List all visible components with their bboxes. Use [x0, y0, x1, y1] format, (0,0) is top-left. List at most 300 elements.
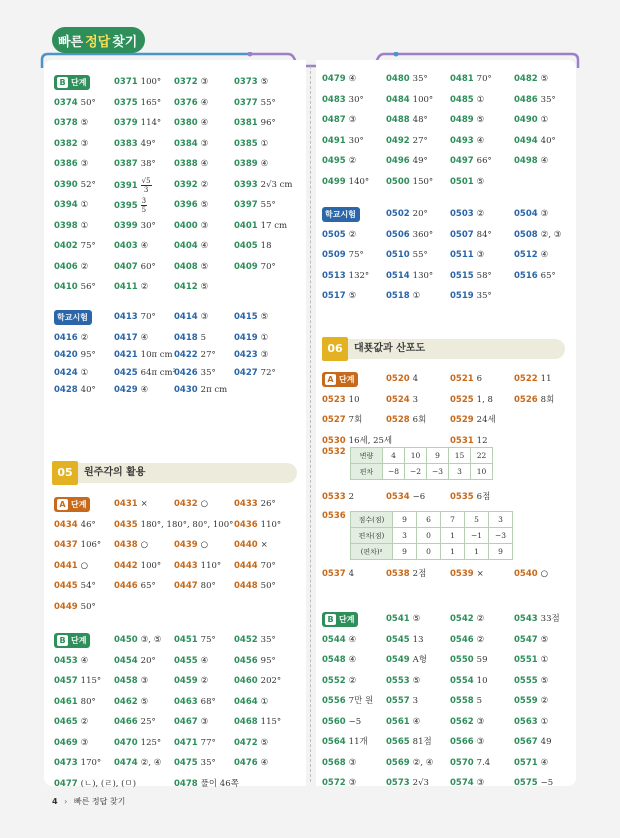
answer-row: [54, 776, 316, 792]
answer-item: [234, 755, 268, 771]
answer-item: [114, 279, 148, 295]
table-cell: −3: [489, 528, 513, 544]
answer-value: ③: [260, 350, 269, 360]
question-number: 0542: [450, 614, 474, 624]
answer-item: [114, 136, 156, 152]
answer-item: [386, 92, 433, 108]
answer-item: [322, 174, 369, 190]
question-number: 0435: [114, 519, 138, 530]
answer-value: 70°: [260, 261, 276, 272]
answer-item: [114, 347, 173, 363]
tag-letter: A: [325, 374, 336, 385]
section-number: 05: [52, 461, 78, 485]
answer-value: ①: [80, 200, 89, 210]
answer-row: [54, 382, 316, 398]
answer-value: 40°: [540, 135, 556, 146]
answer-item: [174, 653, 208, 669]
answer-item: [234, 197, 276, 213]
answer-item: [54, 218, 88, 234]
answer-value: ②: [140, 282, 149, 292]
answer-item: [514, 611, 560, 627]
answer-item: [514, 112, 548, 128]
question-number: 0551: [514, 655, 538, 665]
answer-item: [514, 247, 548, 263]
answer-item: [514, 734, 552, 750]
question-number: 0520: [386, 374, 410, 384]
question-number: 0482: [514, 74, 538, 84]
answer-value: ③: [200, 312, 209, 322]
answer-value: 49°: [140, 138, 156, 149]
answer-value: 65°: [140, 581, 156, 591]
answer-item: [54, 259, 88, 275]
question-number: 0484: [386, 94, 410, 105]
question-number: 0390: [54, 179, 78, 190]
answer-item: [386, 71, 428, 87]
table-cell: 1: [465, 544, 489, 560]
question-number: 0371: [114, 77, 138, 87]
question-number: 0524: [386, 394, 410, 405]
answer-value: ②: [476, 634, 485, 645]
question-number: 0476: [234, 758, 258, 768]
question-number: 0538: [386, 569, 410, 579]
answer-item: [234, 136, 268, 152]
answer-item: [514, 227, 561, 243]
answer-value: 35°: [200, 367, 216, 378]
answer-value: (ㄴ), (ㄹ), (ㅁ): [80, 778, 137, 789]
answer-item: [234, 694, 268, 710]
question-number: 0436: [234, 519, 258, 530]
question-number: 0500: [386, 176, 410, 187]
answer-value: ④: [200, 159, 209, 169]
answer-value: 27°: [200, 350, 216, 360]
answer-item: [514, 673, 548, 689]
question-number: 0421: [114, 350, 138, 360]
answer-item: [322, 227, 356, 243]
question-number: 0522: [514, 374, 538, 384]
question-number: 0516: [514, 270, 538, 281]
answer-row: [322, 92, 584, 108]
answer-value: 5: [200, 332, 207, 343]
answer-value: 35°: [260, 635, 276, 645]
answer-value: 25°: [140, 717, 156, 727]
answer-value: ○: [200, 499, 209, 509]
question-number: 0448: [234, 581, 258, 591]
question-number: 0543: [514, 614, 538, 624]
question-number: 0528: [386, 415, 410, 425]
answer-item: [54, 330, 88, 346]
answer-value: 130°: [412, 270, 434, 281]
answer-value: ①: [476, 94, 485, 105]
answer-value: 20°: [140, 655, 156, 666]
answer-item: [514, 133, 556, 149]
answer-value: 115°: [80, 676, 102, 686]
answer-value: ⑤: [540, 74, 549, 84]
question-number: 0434: [54, 519, 78, 530]
answer-value: 70°: [260, 560, 276, 571]
question-number: 0507: [450, 229, 474, 240]
question-number: 0381: [234, 118, 258, 128]
answer-row: [322, 392, 584, 408]
answer-item: [322, 673, 356, 689]
table-row: [351, 448, 493, 464]
answer-item: [514, 206, 548, 222]
question-number: 0422: [174, 350, 198, 360]
question-number: 0419: [234, 332, 258, 343]
answer-value: ②: [348, 156, 357, 166]
question-number: 0399: [114, 220, 138, 231]
answer-row: [54, 653, 316, 669]
answer-value: 24세: [476, 415, 496, 425]
answer-item: [54, 558, 88, 574]
answer-row: [54, 95, 316, 111]
fraction: [141, 197, 147, 214]
answer-item: [174, 259, 208, 275]
question-number: 0464: [234, 696, 258, 707]
answer-row: [322, 632, 584, 648]
answer-item: [234, 673, 281, 689]
answer-value: 50°: [80, 97, 96, 108]
question-number: 0553: [386, 675, 410, 686]
footer: [52, 796, 125, 807]
question-number: 0462: [114, 696, 138, 707]
answer-value: 8회: [540, 394, 555, 405]
answer-item: [54, 537, 101, 553]
question-number: 0501: [450, 176, 474, 187]
fraction: [141, 177, 152, 194]
answer-item: [54, 517, 96, 533]
table-row: [351, 512, 513, 528]
question-number: 0406: [54, 261, 78, 272]
question-number: 0420: [54, 350, 78, 360]
answer-item: [514, 755, 548, 771]
answer-value: ③: [200, 220, 209, 231]
table-cell: 4: [383, 448, 405, 464]
answer-value: 2π cm: [200, 385, 228, 395]
answer-value: 125°: [140, 737, 162, 748]
answer-value: ④: [540, 757, 549, 768]
question-number: 0534: [386, 492, 410, 502]
answer-item: [514, 714, 548, 730]
answer-value: ②, ④: [412, 757, 434, 768]
question-number: 0560: [322, 716, 346, 727]
question-number: 0517: [322, 291, 346, 301]
question-number: 0518: [386, 291, 410, 301]
answer-item: [450, 371, 482, 387]
question-number: 0424: [54, 367, 78, 378]
question-number: 0554: [450, 675, 474, 686]
answer-value: 11: [540, 374, 552, 384]
answer-item: [322, 734, 368, 750]
question-number: 0513: [322, 270, 346, 281]
answer-item: [386, 288, 420, 304]
answer-value: 52°: [80, 179, 96, 190]
answer-value: 180°, 180°, 80°, 100°: [140, 519, 234, 530]
answer-item: [386, 153, 428, 169]
answer-value: ×: [140, 499, 148, 509]
answer-value: ⑤: [348, 291, 357, 301]
question-number: 0468: [234, 717, 258, 727]
answer-item: [322, 71, 356, 87]
question-number: 0488: [386, 115, 410, 125]
answer-value: 49°: [412, 156, 428, 166]
question-number: 0457: [54, 676, 78, 686]
answer-value: 49: [540, 737, 552, 747]
answer-item: [386, 174, 433, 190]
answer-item: [174, 156, 208, 172]
table-cell: 9: [393, 512, 417, 528]
answer-value: 6: [476, 374, 483, 384]
question-number: 0376: [174, 97, 198, 108]
question-number: 0568: [322, 757, 346, 768]
answer-value: 1, 8: [476, 394, 493, 405]
answer-value: 80°: [200, 581, 216, 591]
answer-item: [386, 632, 424, 648]
answer-item: [322, 288, 356, 304]
table-cell: 22: [471, 448, 493, 464]
question-number: 0391: [114, 180, 138, 191]
tag-letter: B: [325, 614, 336, 625]
answer-item: [234, 365, 276, 381]
answer-item: [54, 755, 101, 771]
answer-item: [322, 566, 354, 582]
answer-item: [386, 133, 428, 149]
answer-item: [322, 755, 356, 771]
answer-item: [514, 268, 556, 284]
table-cell: 9: [489, 544, 513, 560]
answer-value: ⑤: [140, 696, 149, 707]
table-header-cell: 변량: [351, 448, 383, 464]
question-number: 0485: [450, 94, 474, 105]
answer-item: [450, 734, 484, 750]
question-number: 0433: [234, 499, 258, 509]
answer-item: [54, 735, 88, 751]
answer-item: [386, 775, 429, 791]
answer-value: 60°: [140, 261, 156, 272]
question-number: 0548: [322, 655, 346, 665]
answer-value: −5: [540, 778, 554, 788]
table-cell: 10: [471, 464, 493, 480]
answer-value: ④: [476, 135, 485, 146]
question-number: 0503: [450, 209, 474, 219]
answer-item: [114, 496, 148, 512]
answer-item: [114, 714, 156, 730]
question-number: 0531: [450, 435, 474, 446]
answer-value: 106°: [80, 540, 102, 550]
question-number: 0504: [514, 209, 538, 219]
question-number: 0382: [54, 138, 78, 149]
answer-item: [322, 268, 369, 284]
answer-value: 110°: [260, 519, 282, 530]
question-number: 0453: [54, 655, 78, 666]
question-number: 0474: [114, 758, 138, 768]
question-number: 0412: [174, 282, 198, 292]
tag-letter: A: [57, 499, 68, 510]
answer-item: [322, 112, 356, 128]
answer-value: 96°: [260, 118, 276, 128]
answer-value: ①: [412, 291, 421, 301]
answer-value: ⑤: [200, 200, 209, 210]
answer-value: ④: [80, 655, 89, 666]
answer-value: ⑤: [476, 115, 485, 125]
question-number: 0545: [386, 634, 410, 645]
question-number: 0552: [322, 675, 346, 686]
question-number: 0495: [322, 156, 346, 166]
fraction-denominator: 3: [143, 185, 149, 194]
answer-value: ④: [200, 655, 209, 666]
answer-value: 72°: [260, 367, 276, 378]
answer-value: 2√3: [412, 778, 429, 788]
answer-value: 48°: [412, 115, 428, 125]
answer-item: [514, 566, 548, 582]
answer-item: [114, 115, 161, 131]
answer-row: [322, 268, 584, 284]
answer-item: [114, 238, 148, 254]
question-number: 0423: [234, 350, 258, 360]
question-number: 0449: [54, 601, 78, 612]
fraction-numerator: √5: [141, 176, 151, 185]
answer-value: ③: [80, 737, 89, 748]
question-number: 0499: [322, 176, 346, 187]
question-number: 0489: [450, 115, 474, 125]
answer-item: [54, 599, 96, 615]
answer-value: −5: [348, 716, 362, 727]
answer-item: [114, 382, 148, 398]
question-number: 0539: [450, 569, 474, 579]
answer-value: 50°: [260, 581, 276, 591]
question-number: 0380: [174, 118, 198, 128]
answer-item: [114, 177, 152, 193]
answer-value: 68°: [200, 696, 216, 707]
answer-item: [234, 259, 276, 275]
question-number: 0450: [114, 635, 138, 645]
question-number: 0511: [450, 250, 474, 260]
answer-value: 16세, 25세: [348, 435, 393, 446]
page-title: [52, 26, 145, 54]
question-number: 0575: [514, 778, 538, 788]
answer-value: ×: [260, 540, 268, 550]
table-header-cell: 편차: [351, 464, 383, 480]
answer-value: ④: [140, 332, 149, 343]
question-number: 0494: [514, 135, 538, 146]
question-number: 0556: [322, 696, 346, 706]
question-number: 0437: [54, 540, 78, 550]
answer-value: ④: [348, 655, 357, 665]
answer-value: 75°: [348, 250, 364, 260]
answer-value: ③: [200, 138, 209, 149]
question-number: 0561: [386, 716, 410, 727]
answer-value: 5: [476, 696, 483, 706]
answer-item: [514, 371, 552, 387]
answer-value: 70°: [140, 312, 156, 322]
table-cell: −3: [427, 464, 449, 480]
question-number: 0452: [234, 635, 258, 645]
answer-value: 66°: [476, 156, 492, 166]
answer-value: ③: [140, 676, 149, 686]
answer-value: 30°: [348, 94, 364, 105]
answer-value: ③: [200, 717, 209, 727]
answer-item: [450, 92, 484, 108]
answer-value: 81점: [412, 737, 432, 747]
answer-item: [386, 693, 418, 709]
answer-item: [54, 197, 88, 213]
answer-value: 55°: [260, 200, 276, 210]
answer-item: [234, 347, 268, 363]
answer-value: ④: [140, 385, 149, 395]
answer-value: ④: [200, 118, 209, 128]
answer-value: 7.4: [476, 757, 491, 768]
answer-value: 64π cm²: [140, 367, 177, 378]
table-cell: 9: [427, 448, 449, 464]
question-number: 0472: [234, 737, 258, 748]
question-number: 0463: [174, 696, 198, 707]
answer-item: [450, 268, 492, 284]
question-number: 0385: [234, 138, 258, 149]
question-number: 0402: [54, 241, 78, 251]
answer-value: ①: [260, 138, 269, 149]
answer-value: 54°: [80, 581, 96, 591]
question-number: 0387: [114, 159, 138, 169]
answer-row: [54, 347, 316, 363]
answer-item: [386, 755, 433, 771]
answer-value: 84°: [476, 229, 492, 240]
answer-item: [54, 279, 96, 295]
chevron-right-icon: ›: [64, 797, 68, 806]
answer-row: [54, 279, 316, 295]
answer-row: [54, 238, 316, 254]
answer-value: 11개: [348, 737, 368, 747]
question-number: 0445: [54, 581, 78, 591]
answer-row: [54, 365, 316, 381]
tag-label: 단계: [339, 615, 355, 624]
answer-value: ②: [348, 229, 357, 240]
answer-value: ①: [540, 655, 549, 665]
answer-value: ○: [140, 540, 149, 550]
page-number: 4: [52, 797, 58, 806]
answer-value: ④: [200, 241, 209, 251]
answer-row: [322, 489, 584, 505]
question-number: 0527: [322, 415, 346, 425]
answer-item: [54, 714, 88, 730]
question-number: 0574: [450, 778, 474, 788]
question-number: 0372: [174, 77, 198, 87]
answer-row: [322, 133, 584, 149]
question-number: 0392: [174, 179, 198, 190]
answer-item: [174, 238, 208, 254]
question-number: 0486: [514, 94, 538, 105]
question-number: 0515: [450, 270, 474, 281]
answer-value: 114°: [140, 118, 162, 128]
title-part3: 찾기: [112, 34, 138, 50]
answer-value: ○: [80, 560, 89, 571]
answer-item: [234, 95, 276, 111]
question-number: 0458: [114, 676, 138, 686]
table-cell: 3: [489, 512, 513, 528]
answer-value: 46°: [80, 519, 96, 530]
answer-item: [174, 755, 216, 771]
answer-value: ④: [140, 241, 149, 251]
answer-value: 2: [348, 492, 355, 502]
question-number: 0470: [114, 737, 138, 748]
question-number: 0571: [514, 757, 538, 768]
answer-item: [174, 776, 239, 792]
answer-value: 40°: [80, 385, 96, 395]
table-cell: −1: [465, 528, 489, 544]
table-cell: 3: [393, 528, 417, 544]
answer-row: [54, 599, 316, 615]
question-number: 0541: [386, 614, 410, 624]
question-number: 0409: [234, 261, 258, 272]
tag-label: 단계: [71, 78, 87, 87]
